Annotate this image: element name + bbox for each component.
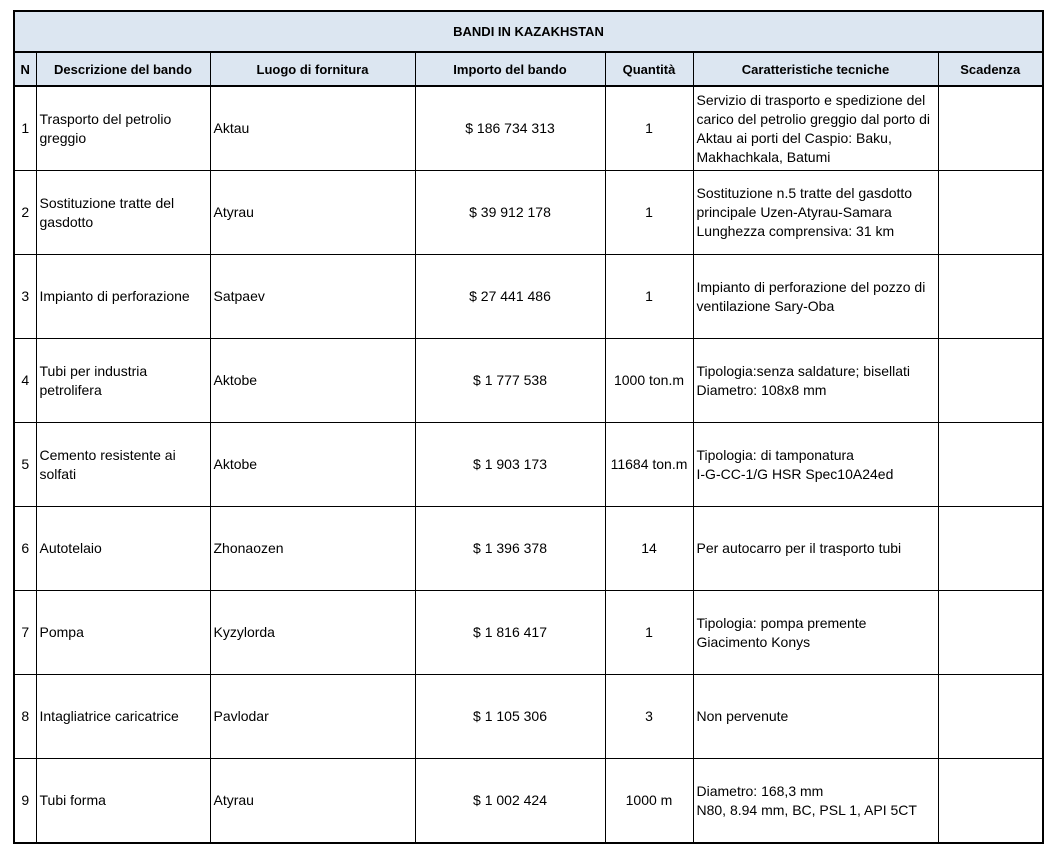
cell-place: Aktau bbox=[210, 86, 415, 171]
cell-place: Satpaev bbox=[210, 255, 415, 339]
cell-description: Impianto di perforazione bbox=[36, 255, 210, 339]
table-title: BANDI IN KAZAKHSTAN bbox=[14, 11, 1043, 52]
cell-description: Autotelaio bbox=[36, 507, 210, 591]
cell-technical: Tipologia: pompa premente Giacimento Konys bbox=[693, 591, 938, 675]
cell-technical: Sostituzione n.5 tratte del gasdotto principale Uzen-Atyrau-Samara Lunghezza comprensiva: 31 km bbox=[693, 171, 938, 255]
cell-deadline bbox=[938, 759, 1043, 844]
cell-deadline bbox=[938, 591, 1043, 675]
cell-technical: Non pervenute bbox=[693, 675, 938, 759]
cell-description: Pompa bbox=[36, 591, 210, 675]
table-row bbox=[14, 86, 1043, 171]
cell-number: 3 bbox=[14, 255, 36, 339]
table-row bbox=[14, 591, 1043, 675]
cell-place: Kyzylorda bbox=[210, 591, 415, 675]
cell-technical: Tipologia: di tamponatura I-G-CC-1/G HSR Spec10A24ed bbox=[693, 423, 938, 507]
column-header-amount: Importo del bando bbox=[415, 52, 605, 86]
cell-quantity: 1 bbox=[605, 86, 693, 171]
table-row bbox=[14, 171, 1043, 255]
cell-quantity: 1000 m bbox=[605, 759, 693, 844]
cell-number: 5 bbox=[14, 423, 36, 507]
cell-deadline bbox=[938, 255, 1043, 339]
cell-technical: Diametro: 168,3 mm N80, 8.94 mm, BC, PSL 1, API 5CT bbox=[693, 759, 938, 844]
cell-technical: Per autocarro per il trasporto tubi bbox=[693, 507, 938, 591]
cell-deadline bbox=[938, 339, 1043, 423]
cell-number: 6 bbox=[14, 507, 36, 591]
cell-quantity: 14 bbox=[605, 507, 693, 591]
cell-technical: Tipologia:senza saldature; bisellati Diametro: 108x8 mm bbox=[693, 339, 938, 423]
cell-number: 1 bbox=[14, 86, 36, 171]
cell-number: 7 bbox=[14, 591, 36, 675]
cell-deadline bbox=[938, 507, 1043, 591]
cell-amount: $ 1 777 538 bbox=[415, 339, 605, 423]
tenders-table bbox=[13, 10, 1044, 844]
cell-quantity: 1 bbox=[605, 171, 693, 255]
cell-amount: $ 186 734 313 bbox=[415, 86, 605, 171]
cell-deadline bbox=[938, 675, 1043, 759]
cell-number: 4 bbox=[14, 339, 36, 423]
cell-number: 2 bbox=[14, 171, 36, 255]
column-header-n: N bbox=[14, 52, 36, 86]
column-header-quantity: Quantità bbox=[605, 52, 693, 86]
cell-quantity: 1000 ton.m bbox=[605, 339, 693, 423]
cell-place: Aktobe bbox=[210, 339, 415, 423]
cell-deadline bbox=[938, 86, 1043, 171]
cell-quantity: 3 bbox=[605, 675, 693, 759]
cell-quantity: 1 bbox=[605, 591, 693, 675]
cell-quantity: 1 bbox=[605, 255, 693, 339]
cell-description: Intagliatrice caricatrice bbox=[36, 675, 210, 759]
cell-number: 8 bbox=[14, 675, 36, 759]
cell-description: Tubi forma bbox=[36, 759, 210, 844]
cell-place: Atyrau bbox=[210, 171, 415, 255]
column-header-deadline: Scadenza bbox=[938, 52, 1043, 86]
cell-amount: $ 1 105 306 bbox=[415, 675, 605, 759]
cell-place: Zhonaozen bbox=[210, 507, 415, 591]
cell-amount: $ 27 441 486 bbox=[415, 255, 605, 339]
table-row bbox=[14, 423, 1043, 507]
cell-quantity: 11684 ton.m bbox=[605, 423, 693, 507]
cell-description: Trasporto del petrolio greggio bbox=[36, 86, 210, 171]
cell-amount: $ 1 002 424 bbox=[415, 759, 605, 844]
table-row bbox=[14, 339, 1043, 423]
column-header-technical: Caratteristiche tecniche bbox=[693, 52, 938, 86]
cell-deadline bbox=[938, 171, 1043, 255]
cell-amount: $ 39 912 178 bbox=[415, 171, 605, 255]
table-row bbox=[14, 675, 1043, 759]
cell-description: Sostituzione tratte del gasdotto bbox=[36, 171, 210, 255]
cell-place: Aktobe bbox=[210, 423, 415, 507]
cell-description: Tubi per industria petrolifera bbox=[36, 339, 210, 423]
cell-amount: $ 1 816 417 bbox=[415, 591, 605, 675]
table-row bbox=[14, 759, 1043, 844]
cell-technical: Impianto di perforazione del pozzo di ventilazione Sary-Oba bbox=[693, 255, 938, 339]
cell-technical: Servizio di trasporto e spedizione del carico del petrolio greggio dal porto di Aktau ai porti del Caspio: Baku, Makhachkala, Batumi bbox=[693, 86, 938, 171]
cell-deadline bbox=[938, 423, 1043, 507]
cell-number: 9 bbox=[14, 759, 36, 844]
cell-place: Atyrau bbox=[210, 759, 415, 844]
table-row bbox=[14, 507, 1043, 591]
cell-description: Cemento resistente ai solfati bbox=[36, 423, 210, 507]
cell-amount: $ 1 396 378 bbox=[415, 507, 605, 591]
table-row bbox=[14, 255, 1043, 339]
column-header-description: Descrizione del bando bbox=[36, 52, 210, 86]
cell-amount: $ 1 903 173 bbox=[415, 423, 605, 507]
cell-place: Pavlodar bbox=[210, 675, 415, 759]
column-header-place: Luogo di fornitura bbox=[210, 52, 415, 86]
